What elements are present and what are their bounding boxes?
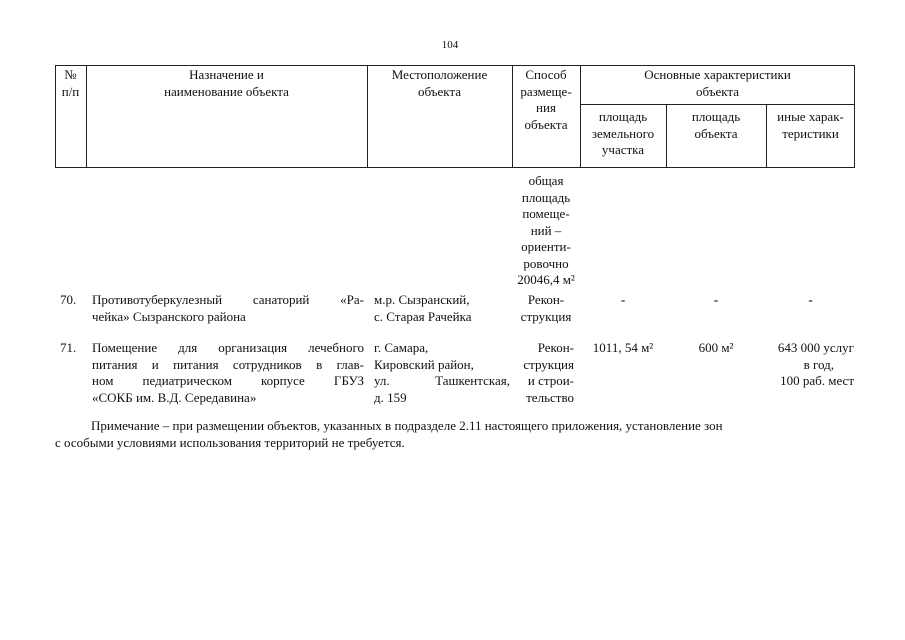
- cell-line: струкция: [523, 356, 574, 372]
- header-text: №: [64, 67, 77, 82]
- header-text: наименование объекта: [164, 83, 289, 99]
- row-object-area: 600 м²: [698, 340, 734, 355]
- row-land-area: -: [620, 292, 626, 307]
- header-text: объекта: [694, 125, 738, 141]
- cell-line: в год,: [803, 356, 834, 372]
- cell-line: ориенти-: [521, 239, 571, 254]
- cell-line: ровочно: [523, 255, 569, 271]
- header-characteristics: [580, 67, 855, 100]
- cell-line: с. Старая Рачейка: [374, 308, 472, 324]
- cell-line: 100 раб. мест: [780, 373, 854, 388]
- header-text: Назначение и: [189, 67, 264, 82]
- cell-line: г. Самара,: [374, 340, 429, 355]
- header-text: участка: [601, 142, 645, 157]
- cell-line: помеще-: [522, 206, 570, 221]
- cell-line: Рекон-: [537, 340, 574, 355]
- cell-line: чейка» Сызранского района: [92, 308, 246, 324]
- page-number: 104: [441, 39, 459, 51]
- header-text: Местоположение: [391, 67, 488, 82]
- cell-line: струкция: [520, 308, 572, 324]
- cell-line: Помещение для организация лечебного: [92, 340, 364, 355]
- row-object-area: -: [713, 292, 719, 307]
- header-text: объекта: [524, 116, 568, 132]
- header-location: [367, 67, 512, 100]
- cell-line: Противотуберкулезный санаторий «Ра-: [92, 292, 364, 307]
- row-method: [510, 340, 574, 406]
- header-other: [766, 109, 855, 142]
- header-name: [86, 67, 367, 100]
- header-text: площадь: [691, 109, 741, 124]
- note-line: Примечание – при размещении объектов, указанных в подразделе 2.11 настоящего приложения, установление зон: [91, 418, 723, 433]
- cell-line: «СОКБ им. В.Д. Середавина»: [92, 389, 257, 405]
- row-location: [374, 292, 510, 325]
- header-num: [55, 67, 86, 100]
- header-object-area: [666, 109, 766, 142]
- row-other: [750, 340, 854, 390]
- cell-line: ний –: [530, 222, 562, 238]
- note: [55, 418, 855, 451]
- header-text: Основные характеристики: [644, 67, 791, 82]
- row-number: 71.: [60, 340, 77, 355]
- header-text: земельного: [591, 125, 655, 141]
- row-name: [92, 340, 364, 406]
- row-name: [92, 292, 364, 325]
- header-text: Способ: [525, 67, 567, 82]
- cell-line: общая: [528, 173, 564, 188]
- cell-line: ул. Ташкентская,: [374, 373, 510, 388]
- header-text: п/п: [61, 83, 80, 99]
- cell-line: м.р. Сызранский,: [374, 292, 470, 307]
- cell-line: площадь: [521, 189, 571, 205]
- cell-line: Рекон-: [527, 292, 565, 307]
- header-text: объекта: [417, 83, 462, 99]
- note-line: с особыми условиями использования территорий не требуется.: [55, 434, 405, 450]
- header-text: ния: [536, 100, 556, 115]
- row-other: -: [808, 292, 813, 307]
- cell-line: Кировский район,: [374, 356, 474, 372]
- header-text: объекта: [695, 83, 740, 99]
- continuation-cell: [512, 173, 580, 289]
- header-method: [512, 67, 580, 133]
- cell-line: 643 000 услуг: [777, 340, 854, 355]
- row-method: [512, 292, 580, 325]
- row-location: [374, 340, 510, 406]
- cell-line: и строи-: [527, 373, 574, 388]
- cell-line: д. 159: [374, 389, 407, 405]
- cell-line: ном педиатрическом корпусе ГБУЗ: [92, 373, 364, 388]
- header-text: площадь: [598, 109, 648, 124]
- header-text: иные харак-: [777, 109, 844, 124]
- header-land-area: [580, 109, 666, 159]
- header-text: теристики: [782, 125, 839, 141]
- cell-line: 20046,4 м²: [517, 272, 575, 287]
- row-land-area: 1011, 54 м²: [592, 340, 654, 355]
- cell-line: тельство: [526, 389, 574, 405]
- header-text: размеще-: [520, 83, 572, 99]
- row-number: 70.: [60, 292, 77, 307]
- cell-line: питания и питания сотрудников в глав-: [92, 356, 364, 372]
